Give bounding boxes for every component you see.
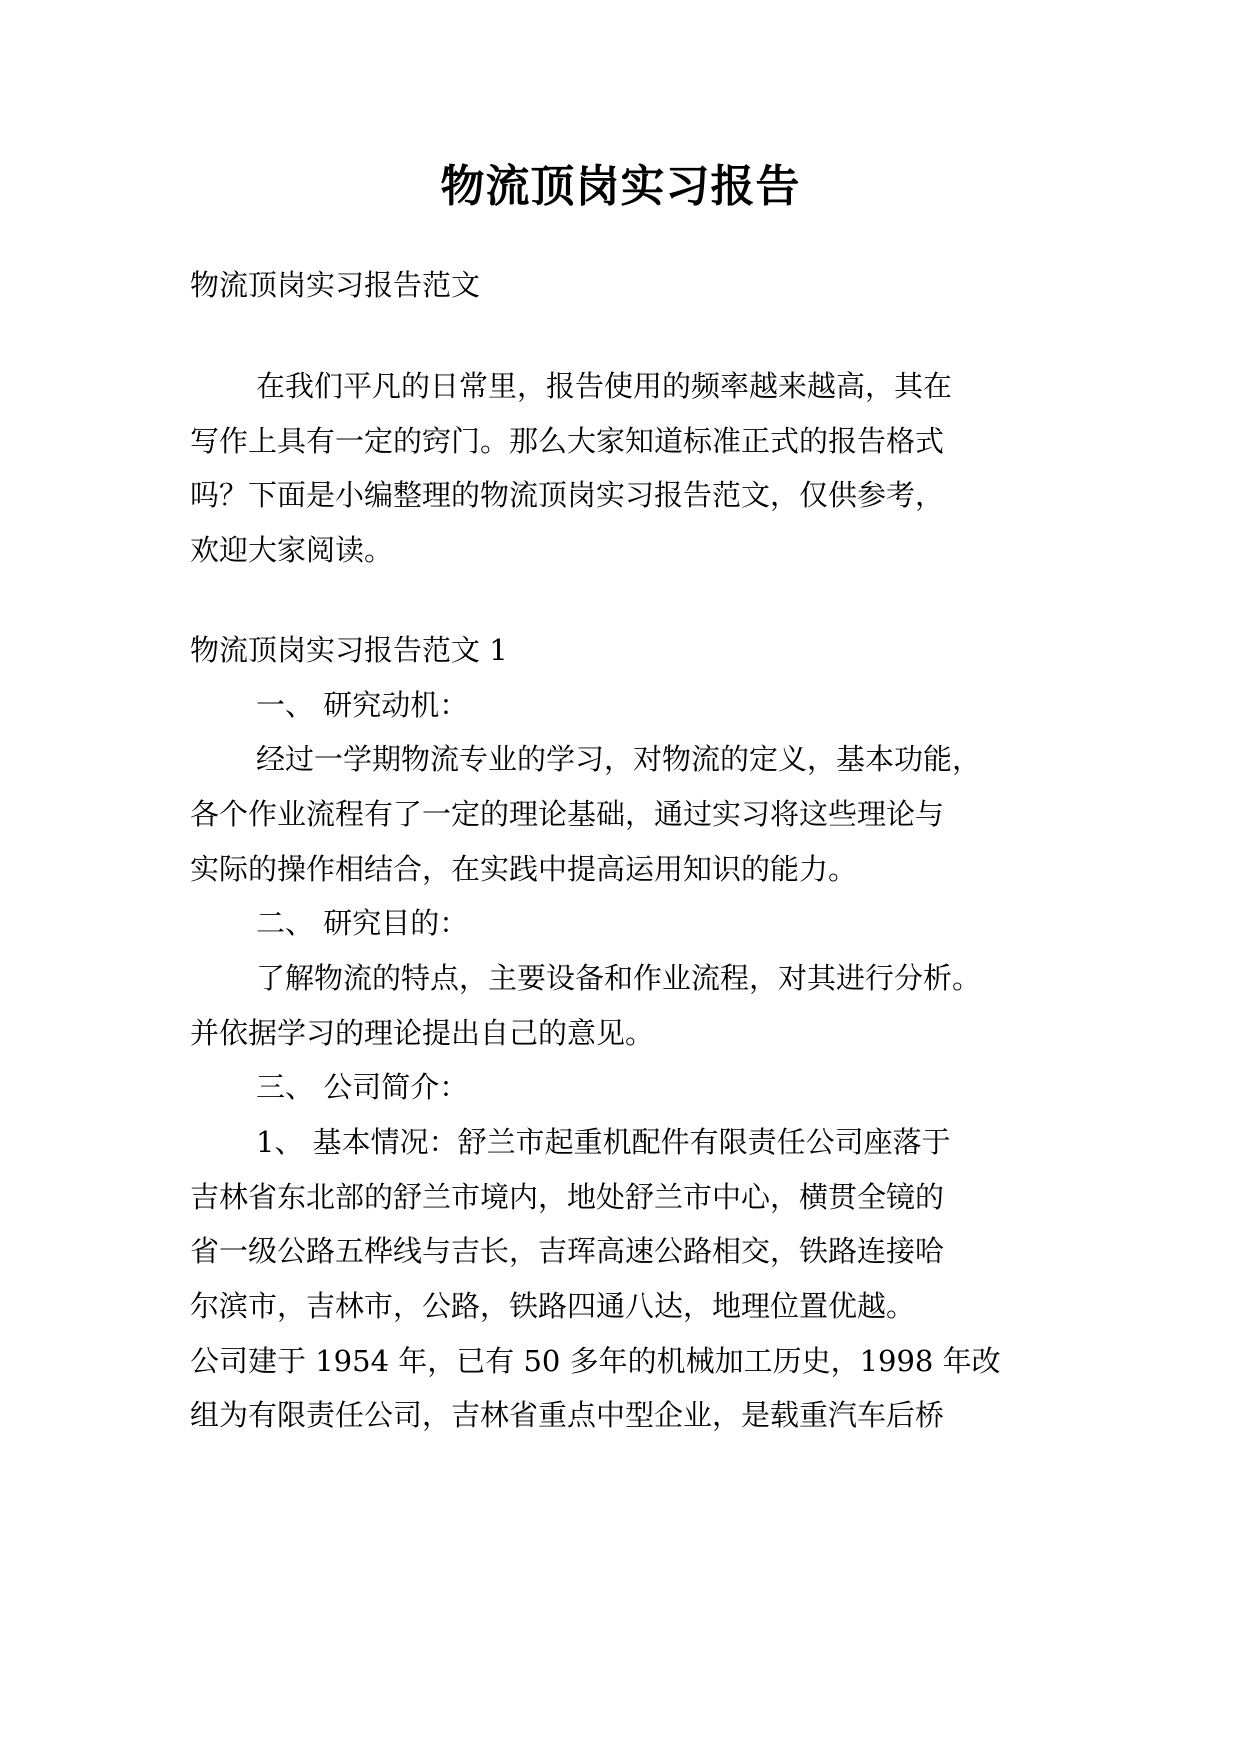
company-line: 吉林省东北部的舒兰市境内，地处舒兰市中心，横贯全镜的 [190,1180,945,1214]
company-line: 组为有限责任公司，吉林省重点中型企业，是载重汽车后桥 [190,1398,945,1432]
company-line: 尔滨市，吉林市，公路，铁路四通八达，地理位置优越。 [190,1289,916,1323]
heading-motivation: 一、 研究动机： [256,688,469,722]
intro-line: 写作上具有一定的窍门。那么大家知道标准正式的报告格式 [190,424,945,458]
company-line: 省一级公路五桦线与吉长，吉珲高速公路相交，铁路连接哈 [190,1234,945,1268]
motivation-line: 实际的操作相结合，在实践中提高运用知识的能力。 [190,852,858,886]
intro-line: 在我们平凡的日常里，报告使用的频率越来越高，其在 [256,369,953,403]
intro-line: 吗？下面是小编整理的物流顶岗实习报告范文，仅供参考， [190,478,945,512]
company-line: 公司建于 1954 年，已有 50 多年的机械加工历史，1998 年改 [190,1344,1001,1378]
intro-line: 欢迎大家阅读。 [190,533,394,567]
section-heading: 物流顶岗实习报告范文 1 [190,633,508,667]
document-title: 物流顶岗实习报告 [440,161,801,212]
company-line: 1、 基本情况：舒兰市起重机配件有限责任公司座落于 [256,1125,951,1159]
motivation-line: 经过一学期物流专业的学习，对物流的定义，基本功能， [256,742,982,776]
subtitle: 物流顶岗实习报告范文 [190,268,481,302]
purpose-line: 了解物流的特点，主要设备和作业流程，对其进行分析。 [256,961,982,995]
motivation-line: 各个作业流程有了一定的理论基础，通过实习将这些理论与 [190,797,945,831]
heading-company: 三、 公司简介： [256,1070,469,1104]
heading-purpose: 二、 研究目的： [256,906,469,940]
purpose-line: 并依据学习的理论提出自己的意见。 [190,1016,655,1050]
